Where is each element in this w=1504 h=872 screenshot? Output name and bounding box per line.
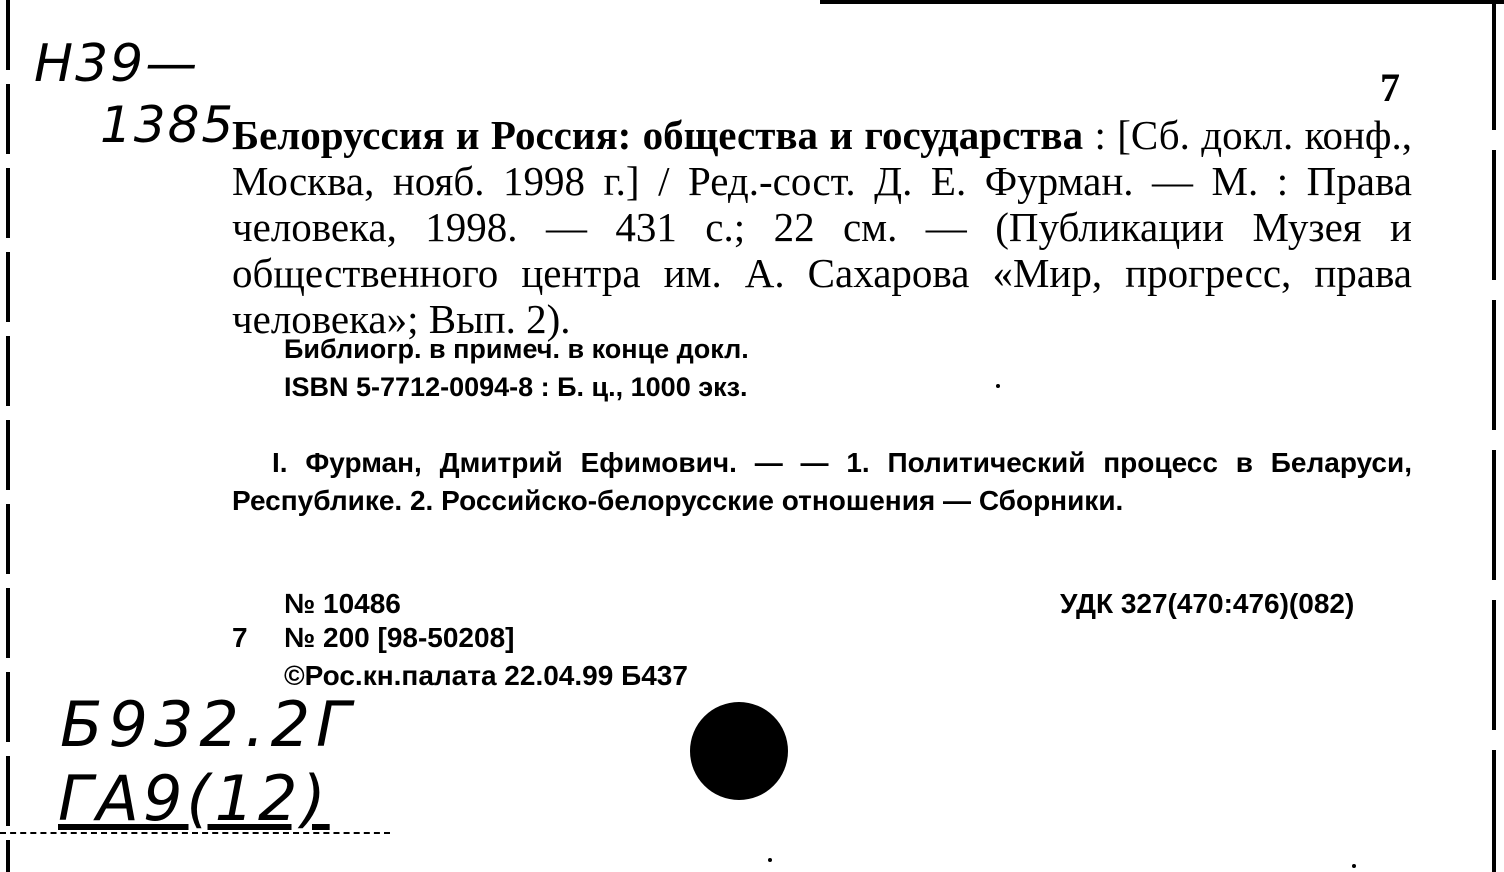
bibliography-note: Библиогр. в примеч. в конце докл. [284,334,749,364]
entry-title: Белоруссия и Россия: общества и государства [232,112,1084,158]
ink-speck [996,384,1000,388]
ink-speck [768,858,772,862]
handwritten-code: ГА9(12) [58,762,330,835]
bibliographic-entry [232,112,1412,342]
card-edge-right [1492,0,1496,872]
handwritten-number-top: 1385 [100,96,236,154]
udk-code: УДК 327(470:476)(082) [1060,588,1355,619]
registration-number: № 200 [98-50208] [284,622,515,653]
page-number: 7 [1380,65,1400,110]
entry-body: : [Сб. докл. конф., Москва, нояб. 1998 г.] / Ред.-сост. Д. Е. Фурман. — М. : Права человека, 1998. — 431 с.; 22 см. — (Публикации Музея и общественного центра им. А. Сахарова «Мир, прогресс, права человека»; Вып. 2). [232,112,1412,342]
handwritten-classification: Б932.2Г [60,688,357,761]
copyright-line: ©Рос.кн.палата 22.04.99 Б437 [284,660,688,691]
isbn-line: ISBN 5-7712-0094-8 : Б. ц., 1000 экз. [284,372,748,402]
subject-headings: I. Фурман, Дмитрий Ефимович. — — 1. Политический процесс в Беларуси, Республике. 2. Российско-белорусские отношения — Сборники. [232,447,1412,516]
card-edge-top [820,0,1504,4]
handwritten-shelfmark-top: Н39— [34,34,200,94]
ink-speck [1352,864,1356,868]
card-number: № 10486 [284,588,401,619]
footer-seven: 7 [232,622,248,653]
punch-hole [690,702,788,800]
card-edge-left [6,0,10,872]
